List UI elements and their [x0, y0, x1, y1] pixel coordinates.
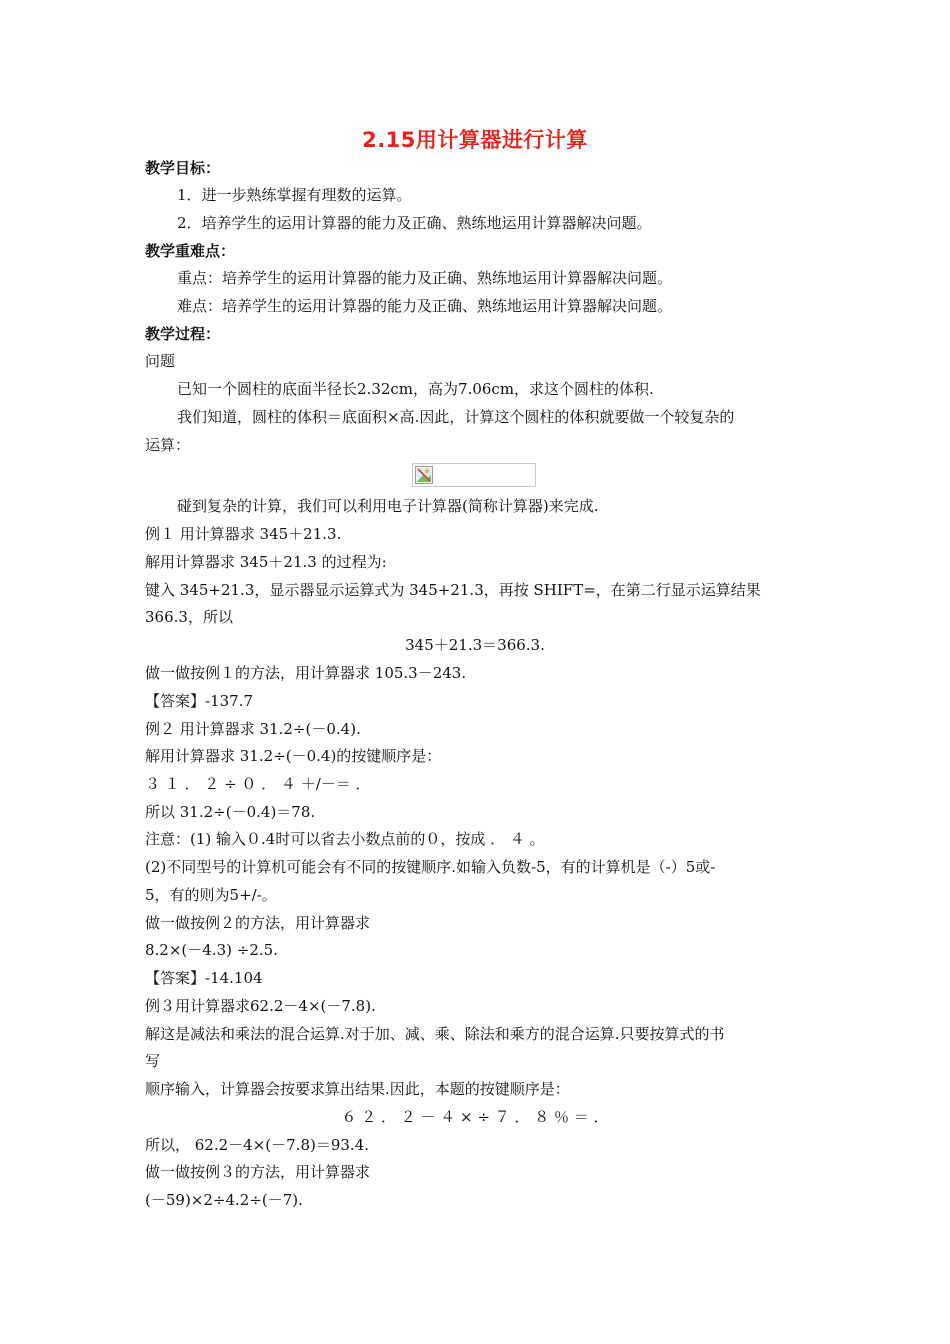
example-2-result: 所以 31.2÷(－0.4)＝78. [145, 803, 316, 821]
example-2-title: 例２ 用计算器求 31.2÷(－0.4). [145, 720, 361, 738]
goals-heading: 教学目标： [145, 159, 221, 177]
problem-label: 问题 [145, 352, 176, 370]
intro-line-2: 运算： [145, 436, 191, 454]
example-1-title: 例１ 用计算器求 345＋21.3. [145, 525, 342, 543]
goal-2: 2．培养学生的运用计算器的能力及正确、熟练地运用计算器解决问题。 [177, 214, 652, 232]
complex-calc: 碰到复杂的计算，我们可以利用电子计算器(简称计算器)来完成. [177, 497, 599, 515]
example-1-result: 345＋21.3＝366.3. [405, 636, 545, 654]
example-3-solution-1: 解这是减法和乘法的混合运算.对于加、减、乘、除法和乘方的混合运算.只要按算式的书 [145, 1025, 725, 1043]
key-heading: 教学重难点： [145, 242, 236, 260]
formula-image-placeholder [412, 463, 536, 487]
document-title: 2.15用计算器进行计算 [362, 128, 588, 152]
note-2-line-1: (2)不同型号的计算机可能会有不同的按键顺序.如输入负数-5，有的计算机是（-）5或- [145, 858, 716, 876]
process-heading: 教学过程： [145, 325, 221, 343]
example-3-result: 所以， 62.2－4×(－7.8)＝93.4. [145, 1136, 370, 1154]
difficult-point: 难点：培养学生的运用计算器的能力及正确、熟练地运用计算器解决问题。 [177, 297, 673, 315]
note-1: 注意：(1) 输入０.4时可以省去小数点前的０，按成 ． ４ 。 [145, 830, 545, 848]
example-3-solution-2: 写 [145, 1052, 161, 1070]
goal-1: 1．进一步熟练掌握有理数的运算。 [177, 186, 412, 204]
example-2-solution: 解用计算器求 31.2÷(－0.4)的按键顺序是： [145, 747, 442, 765]
try-1: 做一做按例１的方法，用计算器求 105.3－243. [145, 664, 467, 682]
broken-image-icon [415, 466, 433, 484]
answer-1: 【答案】-137.7 [145, 692, 254, 710]
example-2-keys: ３ １ ． ２ ÷ ０ ． ４ ＋/－＝ ． [145, 775, 371, 793]
example-3-solution-3: 顺序输入，计算器会按要求算出结果.因此，本题的按键顺序是： [145, 1080, 570, 1098]
problem-text: 已知一个圆柱的底面半径长2.32cm，高为7.06cm，求这个圆柱的体积. [177, 380, 654, 398]
key-point: 重点：培养学生的运用计算器的能力及正确、熟练地运用计算器解决问题。 [177, 269, 673, 287]
try-3: 做一做按例３的方法，用计算器求 [145, 1163, 371, 1181]
example-1-solution: 解用计算器求 345＋21.3 的过程为: [145, 553, 387, 571]
try-3-expression: (－59)×2÷4.2÷(－7). [145, 1191, 303, 1209]
try-2-expression: 8.2×(－4.3) ÷2.5. [145, 941, 278, 959]
answer-2: 【答案】-14.104 [145, 969, 263, 987]
example-1-step-2: 366.3，所以 [145, 608, 233, 626]
example-3-keys: ６ ２ ． ２ － ４ × ÷ ７ ． ８ ％ ＝ ． [341, 1108, 609, 1126]
example-1-step-1: 键入 345+21.3，显示器显示运算式为 345+21.3，再按 SHIFT=，在第二行显示运算结果 [145, 581, 761, 599]
intro-line-1: 我们知道，圆柱的体积＝底面积×高.因此，计算这个圆柱的体积就要做一个较复杂的 [177, 408, 735, 426]
try-2: 做一做按例２的方法，用计算器求 [145, 914, 371, 932]
example-3-title: 例３用计算器求62.2－4×(－7.8). [145, 997, 376, 1015]
note-2-line-2: 5，有的则为5+/-。 [145, 886, 277, 904]
